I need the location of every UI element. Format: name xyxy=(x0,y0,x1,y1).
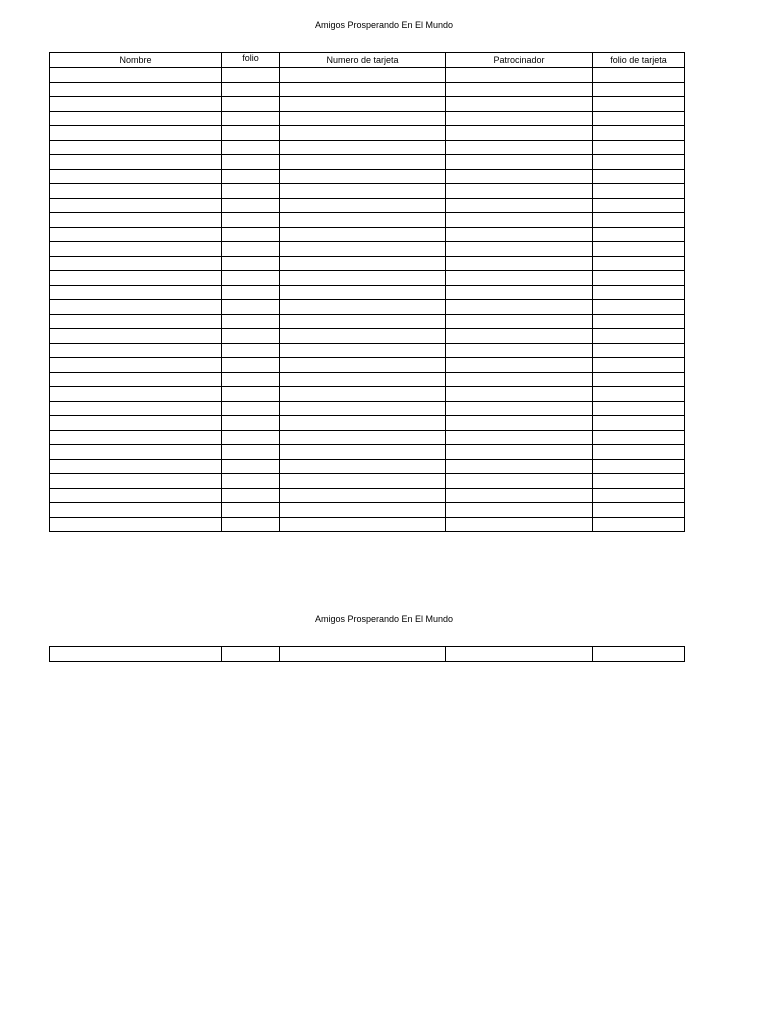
table-body xyxy=(50,68,685,532)
table-cell xyxy=(593,517,685,532)
column-header-nombre: Nombre xyxy=(50,53,222,68)
table-row xyxy=(50,387,685,402)
table-cell xyxy=(280,111,446,126)
table-cell xyxy=(593,647,685,662)
table-cell xyxy=(280,68,446,83)
table-cell xyxy=(222,517,280,532)
table-cell xyxy=(50,111,222,126)
table-cell xyxy=(222,97,280,112)
table-cell xyxy=(280,372,446,387)
table-cell xyxy=(222,401,280,416)
table-row xyxy=(50,68,685,83)
table-cell xyxy=(280,329,446,344)
table-cell xyxy=(280,358,446,373)
table-cell xyxy=(446,227,593,242)
table-cell xyxy=(50,155,222,170)
table-cell xyxy=(50,300,222,315)
table-cell xyxy=(593,126,685,141)
table-cell xyxy=(280,242,446,257)
table-cell xyxy=(446,343,593,358)
table-cell xyxy=(50,430,222,445)
table-cell xyxy=(446,271,593,286)
table-row xyxy=(50,140,685,155)
table-cell xyxy=(222,459,280,474)
table-cell xyxy=(222,198,280,213)
table-row xyxy=(50,343,685,358)
table-cell xyxy=(446,242,593,257)
table-cell xyxy=(222,416,280,431)
table-cell xyxy=(593,285,685,300)
table-cell xyxy=(222,184,280,199)
table-cell xyxy=(593,256,685,271)
table-cell xyxy=(280,227,446,242)
table-cell xyxy=(222,271,280,286)
table-cell xyxy=(280,213,446,228)
table-cell xyxy=(280,97,446,112)
table-row xyxy=(50,459,685,474)
table-cell xyxy=(446,401,593,416)
table-cell xyxy=(280,169,446,184)
table-cell xyxy=(446,198,593,213)
table-cell xyxy=(280,401,446,416)
table-cell xyxy=(50,329,222,344)
registration-table-continued xyxy=(49,646,685,662)
table-cell xyxy=(593,503,685,518)
table-cell xyxy=(446,314,593,329)
table-cell xyxy=(593,155,685,170)
table-cell xyxy=(222,285,280,300)
table-cell xyxy=(593,82,685,97)
table-cell xyxy=(446,256,593,271)
table-cell xyxy=(50,459,222,474)
table-cell xyxy=(222,387,280,402)
table-cell xyxy=(222,503,280,518)
table-cell xyxy=(280,184,446,199)
table-cell xyxy=(222,155,280,170)
table-row xyxy=(50,430,685,445)
table-cell xyxy=(593,430,685,445)
column-header-numero-de-tarjeta: Numero de tarjeta xyxy=(280,53,446,68)
table-row xyxy=(50,401,685,416)
table-cell xyxy=(446,155,593,170)
table-cell xyxy=(280,155,446,170)
table-cell xyxy=(593,445,685,460)
table-cell xyxy=(446,517,593,532)
table-cell xyxy=(50,416,222,431)
table-row xyxy=(50,329,685,344)
table-cell xyxy=(446,68,593,83)
table-cell xyxy=(593,372,685,387)
table-cell xyxy=(446,97,593,112)
table-cell xyxy=(446,169,593,184)
table-cell xyxy=(50,517,222,532)
table-cell xyxy=(280,314,446,329)
table-row xyxy=(50,372,685,387)
table-cell xyxy=(280,474,446,489)
table-cell xyxy=(446,285,593,300)
table-cell xyxy=(50,169,222,184)
table-cell xyxy=(446,140,593,155)
table-cell xyxy=(593,213,685,228)
table-cell xyxy=(280,416,446,431)
table-cell xyxy=(222,169,280,184)
table-cell xyxy=(222,300,280,315)
table-cell xyxy=(446,416,593,431)
table-cell xyxy=(222,126,280,141)
table-cell xyxy=(50,372,222,387)
table-cell xyxy=(446,459,593,474)
table-cell xyxy=(50,198,222,213)
table-row xyxy=(50,97,685,112)
table-cell xyxy=(50,387,222,402)
table-row xyxy=(50,314,685,329)
table-cell xyxy=(50,242,222,257)
table-cell xyxy=(50,126,222,141)
table-cell xyxy=(280,430,446,445)
table-cell xyxy=(280,445,446,460)
table-cell xyxy=(280,271,446,286)
table-row xyxy=(50,198,685,213)
table-cell xyxy=(446,329,593,344)
table-row xyxy=(50,445,685,460)
table-cell xyxy=(50,647,222,662)
table-row xyxy=(50,647,685,662)
table-cell xyxy=(222,68,280,83)
table-cell xyxy=(593,387,685,402)
page-title-second: Amigos Prosperando En El Mundo xyxy=(314,614,454,624)
table-cell xyxy=(446,503,593,518)
table-cell xyxy=(446,111,593,126)
table-cell xyxy=(50,474,222,489)
table-row xyxy=(50,358,685,373)
table-cell xyxy=(280,285,446,300)
table-row xyxy=(50,155,685,170)
table-cell xyxy=(446,445,593,460)
table-row xyxy=(50,416,685,431)
table-row xyxy=(50,169,685,184)
table-cell xyxy=(280,343,446,358)
table-row xyxy=(50,184,685,199)
table-cell xyxy=(222,445,280,460)
table-cell xyxy=(593,242,685,257)
table-cell xyxy=(50,227,222,242)
table-row xyxy=(50,82,685,97)
table-cell xyxy=(446,300,593,315)
table-cell xyxy=(50,401,222,416)
table-cell xyxy=(280,503,446,518)
table-cell xyxy=(446,184,593,199)
table-cell xyxy=(222,256,280,271)
table-cell xyxy=(280,82,446,97)
table-cell xyxy=(446,82,593,97)
table-cell xyxy=(280,140,446,155)
table-cell xyxy=(593,184,685,199)
table-cell xyxy=(50,285,222,300)
table-cell xyxy=(446,430,593,445)
table-row xyxy=(50,126,685,141)
table-cell xyxy=(593,358,685,373)
table-cell xyxy=(50,358,222,373)
table-row xyxy=(50,256,685,271)
table-cell xyxy=(593,459,685,474)
table-row xyxy=(50,503,685,518)
table-cell xyxy=(50,140,222,155)
table-cell xyxy=(593,314,685,329)
table-cell xyxy=(222,140,280,155)
table-cell xyxy=(222,488,280,503)
table-cell xyxy=(280,647,446,662)
table-body-continued xyxy=(50,647,685,662)
table-cell xyxy=(222,111,280,126)
table-cell xyxy=(446,488,593,503)
table-cell xyxy=(222,242,280,257)
table-cell xyxy=(593,300,685,315)
table-cell xyxy=(593,343,685,358)
table-cell xyxy=(593,401,685,416)
table-cell xyxy=(222,358,280,373)
table-cell xyxy=(50,343,222,358)
table-cell xyxy=(280,256,446,271)
table-cell xyxy=(593,68,685,83)
table-cell xyxy=(222,372,280,387)
column-header-folio: folio xyxy=(222,53,280,68)
table-cell xyxy=(222,329,280,344)
table-cell xyxy=(593,416,685,431)
table-row xyxy=(50,488,685,503)
table-cell xyxy=(593,111,685,126)
table-row xyxy=(50,111,685,126)
table-cell xyxy=(446,387,593,402)
table-row xyxy=(50,242,685,257)
table-cell xyxy=(50,314,222,329)
table-cell xyxy=(222,82,280,97)
table-row xyxy=(50,517,685,532)
table-row xyxy=(50,213,685,228)
column-header-folio-de-tarjeta: folio de tarjeta xyxy=(593,53,685,68)
table-cell xyxy=(50,445,222,460)
table-cell xyxy=(593,97,685,112)
table-row xyxy=(50,300,685,315)
table-cell xyxy=(280,459,446,474)
table-cell xyxy=(222,213,280,228)
table-cell xyxy=(446,474,593,489)
table-row xyxy=(50,285,685,300)
table-cell xyxy=(593,169,685,184)
table-cell xyxy=(593,140,685,155)
table-cell xyxy=(222,474,280,489)
table-row xyxy=(50,227,685,242)
table-cell xyxy=(280,300,446,315)
table-cell xyxy=(50,256,222,271)
table-cell xyxy=(50,68,222,83)
table-cell xyxy=(222,227,280,242)
table-cell xyxy=(280,387,446,402)
table-row xyxy=(50,271,685,286)
table-cell xyxy=(50,184,222,199)
table-cell xyxy=(50,503,222,518)
table-cell xyxy=(446,358,593,373)
registration-table xyxy=(49,52,685,532)
table-cell xyxy=(50,97,222,112)
table-cell xyxy=(593,474,685,489)
table-cell xyxy=(446,126,593,141)
table-cell xyxy=(446,372,593,387)
table-cell xyxy=(280,198,446,213)
table-cell xyxy=(593,271,685,286)
table-row xyxy=(50,474,685,489)
table-cell xyxy=(593,198,685,213)
table-cell xyxy=(280,126,446,141)
table-cell xyxy=(222,430,280,445)
column-header-patrocinador: Patrocinador xyxy=(446,53,593,68)
table-cell xyxy=(222,343,280,358)
table-header-row xyxy=(50,53,685,68)
table-cell xyxy=(222,314,280,329)
table-cell xyxy=(50,488,222,503)
table-cell xyxy=(446,647,593,662)
table-cell xyxy=(280,517,446,532)
table-cell xyxy=(50,271,222,286)
table-cell xyxy=(50,213,222,228)
table-cell xyxy=(222,647,280,662)
table-cell xyxy=(593,329,685,344)
page-title: Amigos Prosperando En El Mundo xyxy=(314,20,454,30)
table-cell xyxy=(593,488,685,503)
table-cell xyxy=(280,488,446,503)
table-cell xyxy=(446,213,593,228)
table-cell xyxy=(50,82,222,97)
table-cell xyxy=(593,227,685,242)
